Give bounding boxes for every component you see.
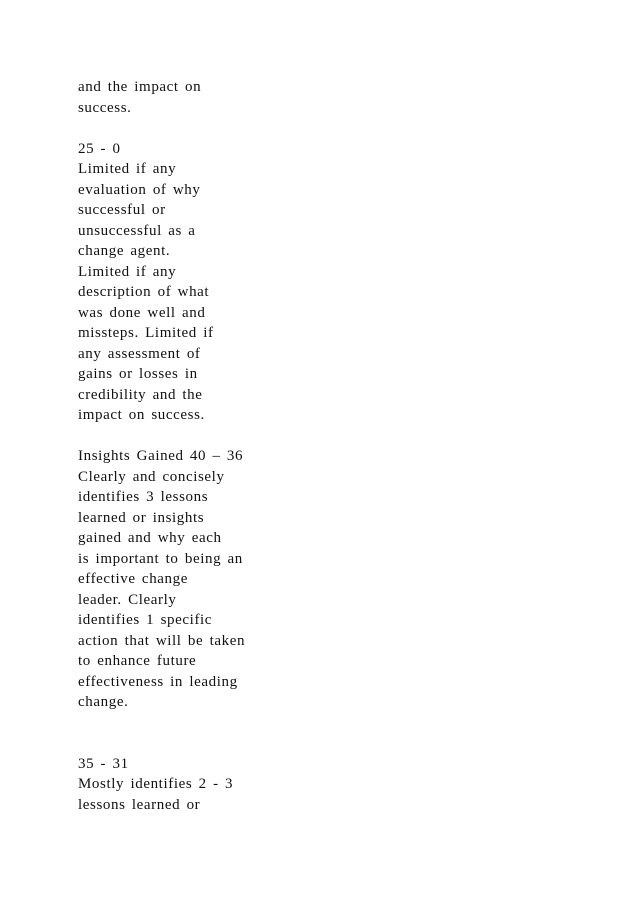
score-range: 35 - 31 [78, 755, 129, 772]
paragraph-gap [78, 733, 378, 754]
paragraph-impact-success [78, 77, 378, 118]
text-line: is important to being an [78, 550, 243, 567]
score-range: 25 - 0 [78, 140, 121, 157]
text-line: missteps. Limited if [78, 325, 214, 341]
paragraph-gap [78, 713, 378, 734]
text-line: success. [78, 99, 132, 116]
text-line: was done well and [78, 304, 206, 321]
text-line: gained and why each [78, 530, 222, 546]
text-line: to enhance future [78, 653, 197, 669]
text-line: effective change [78, 571, 189, 587]
text-line: evaluation of why [78, 181, 201, 198]
text-line: credibility and the [78, 386, 203, 403]
paragraph-gap [78, 118, 378, 139]
text-line: and the impact on [78, 79, 202, 95]
text-line: successful or [78, 202, 166, 218]
rubric-text [78, 77, 378, 815]
paragraph-insights-gained [78, 446, 378, 713]
text-line: any assessment of [78, 345, 201, 362]
text-line: unsuccessful as a [78, 222, 196, 239]
paragraph-gap [78, 426, 378, 447]
text-line: learned or insights [78, 509, 205, 526]
text-line: effectiveness in leading [78, 673, 238, 690]
paragraph-score-35-31 [78, 754, 378, 816]
text-line: lessons learned or [78, 796, 201, 813]
text-line: leader. Clearly [78, 591, 177, 608]
paragraph-score-25-0 [78, 139, 378, 426]
text-line: Clearly and concisely [78, 468, 225, 485]
section-heading: Insights Gained 40 – 36 [78, 448, 244, 464]
text-line: change agent. [78, 243, 171, 259]
text-line: change. [78, 694, 129, 710]
text-line: Limited if any [78, 263, 177, 280]
text-line: impact on success. [78, 407, 205, 423]
text-line: description of what [78, 284, 210, 300]
text-line: Mostly identifies 2 - 3 [78, 776, 234, 792]
text-line: identifies 3 lessons [78, 489, 209, 505]
text-line: identifies 1 specific [78, 612, 213, 628]
text-line: action that will be taken [78, 632, 246, 649]
text-line: Limited if any [78, 161, 177, 177]
text-line: gains or losses in [78, 366, 198, 382]
